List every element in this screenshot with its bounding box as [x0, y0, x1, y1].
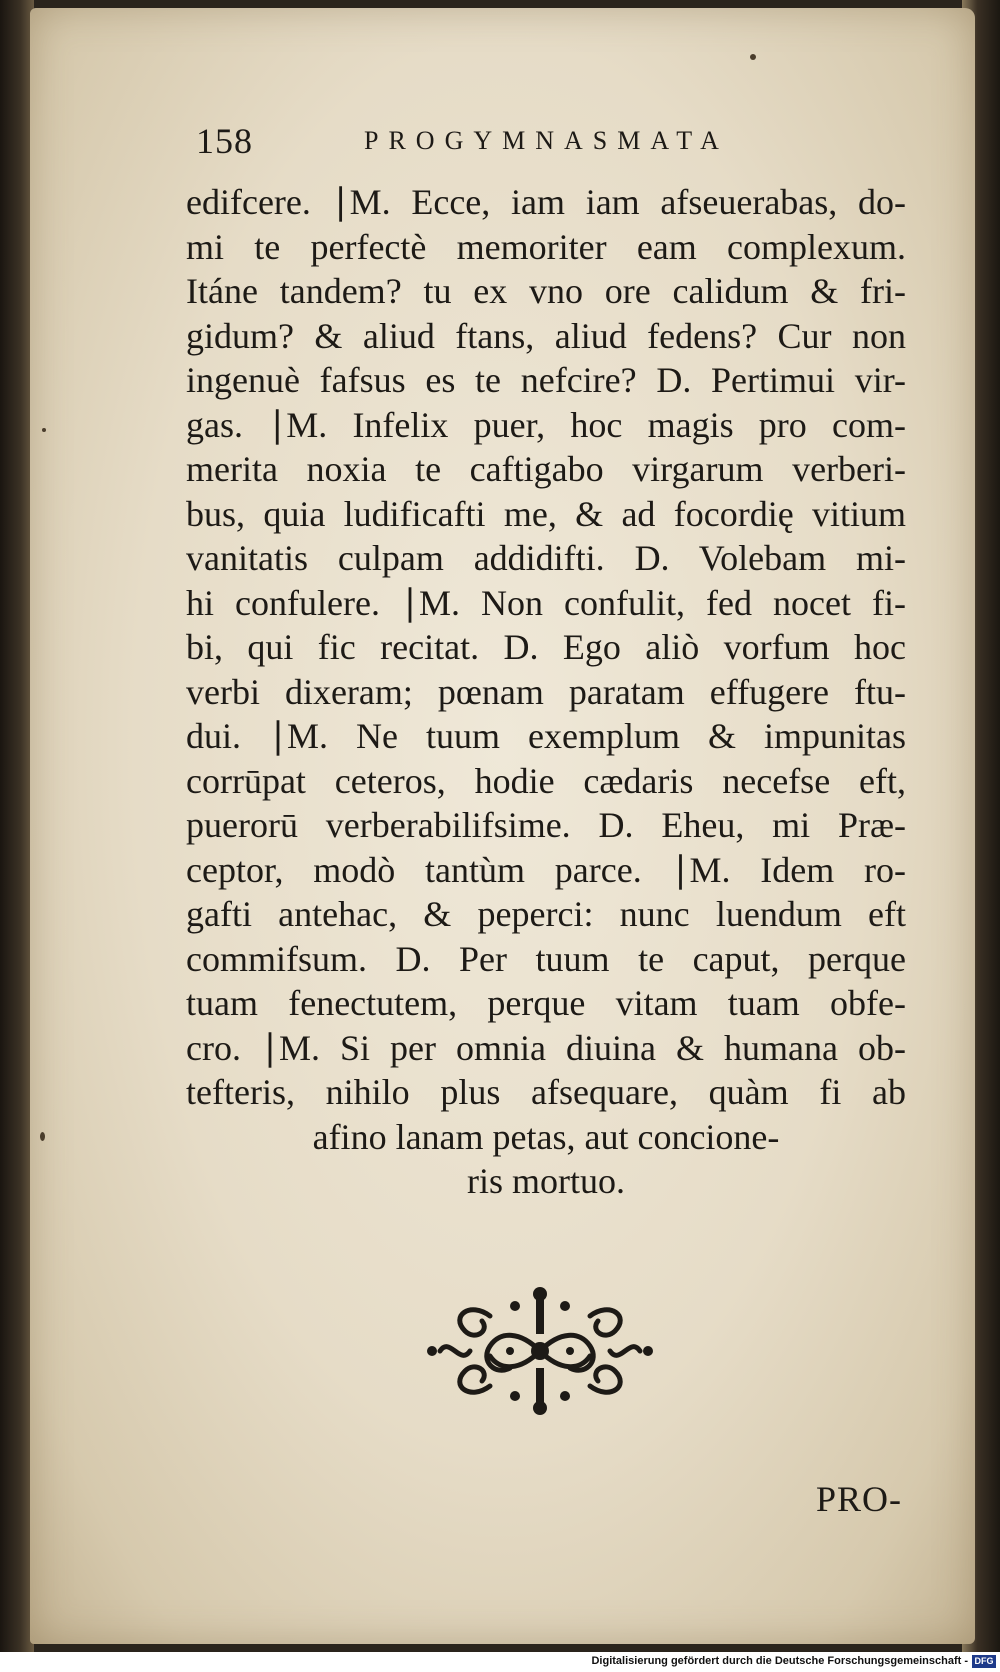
page-number: 158: [196, 121, 253, 161]
text-line: merita noxia te caftigabo virgarum verberi-: [186, 449, 906, 489]
text-line: cro. ∣M. Si per omnia diuina & humana ob-: [186, 1027, 906, 1068]
running-title: PROGYMNASMATA: [364, 126, 729, 155]
funding-credit: Digitalisierung gefördert durch die Deutsche Forschungsgemeinschaft -: [591, 1655, 968, 1667]
text-line: puerorū verberabilifsime. D. Eheu, mi Præ-: [186, 805, 906, 845]
book-spine-edge: [0, 0, 34, 1652]
paper-speck: [750, 54, 756, 60]
text-line: tefteris, nihilo plus afsequare, quàm fi ab: [186, 1072, 906, 1112]
paper-speck: [40, 1132, 45, 1141]
text-line: mi te perfectè memoriter eam complexum.: [186, 226, 906, 267]
text-line: bus, quia ludificafti me, & ad focordię vitium: [186, 493, 906, 534]
text-line: corrūpat ceteros, hodie cædaris necefse eft,: [186, 760, 906, 801]
text-line: hi confulere. ∣M. Non confulit, fed nocet fi-: [186, 582, 906, 623]
dialogue-text: [186, 180, 906, 1204]
book-page: [30, 8, 975, 1644]
text-line: ris mortuo.: [467, 1161, 625, 1201]
text-line: ingenuè fafsus es te nefcire? D. Pertimui vir-: [186, 360, 906, 400]
printers-ornament-icon: [420, 1276, 660, 1426]
bleed-through-text: [910, 1068, 970, 1468]
dfg-logo-icon: DFG: [972, 1655, 996, 1668]
text-line: ceptor, modò tantùm parce. ∣M. Idem ro-: [186, 849, 906, 890]
text-line: gidum? & aliud ftans, aliud fedens? Cur non: [186, 315, 906, 356]
text-line: edifcere. ∣M. Ecce, iam iam afseuerabas, do-: [186, 182, 906, 222]
catchword: PRO-: [816, 1479, 903, 1519]
text-line: verbi dixeram; pœnam paratam effugere ftu-: [186, 671, 906, 712]
text-line: Itáne tandem? tu ex vno ore calidum & fri-: [186, 271, 906, 311]
text-line: afino lanam petas, aut concione-: [312, 1116, 780, 1157]
text-line: dui. ∣M. Ne tuum exemplum & impunitas: [186, 716, 906, 756]
text-line: tuam fenectutem, perque vitam tuam obfe-: [186, 983, 906, 1023]
text-line: vanitatis culpam addidifti. D. Volebam mi-: [186, 538, 906, 578]
page-header: [196, 120, 836, 170]
paper-speck: [42, 428, 46, 432]
text-line: bi, qui fic recitat. D. Ego aliò vorfum hoc: [186, 627, 906, 667]
text-line: gafti antehac, & peperci: nunc luendum eft: [186, 894, 906, 934]
text-line: gas. ∣M. Infelix puer, hoc magis pro com-: [186, 404, 906, 445]
footer-bar: [0, 1652, 1000, 1672]
text-line: commifsum. D. Per tuum te caput, perque: [186, 938, 906, 979]
